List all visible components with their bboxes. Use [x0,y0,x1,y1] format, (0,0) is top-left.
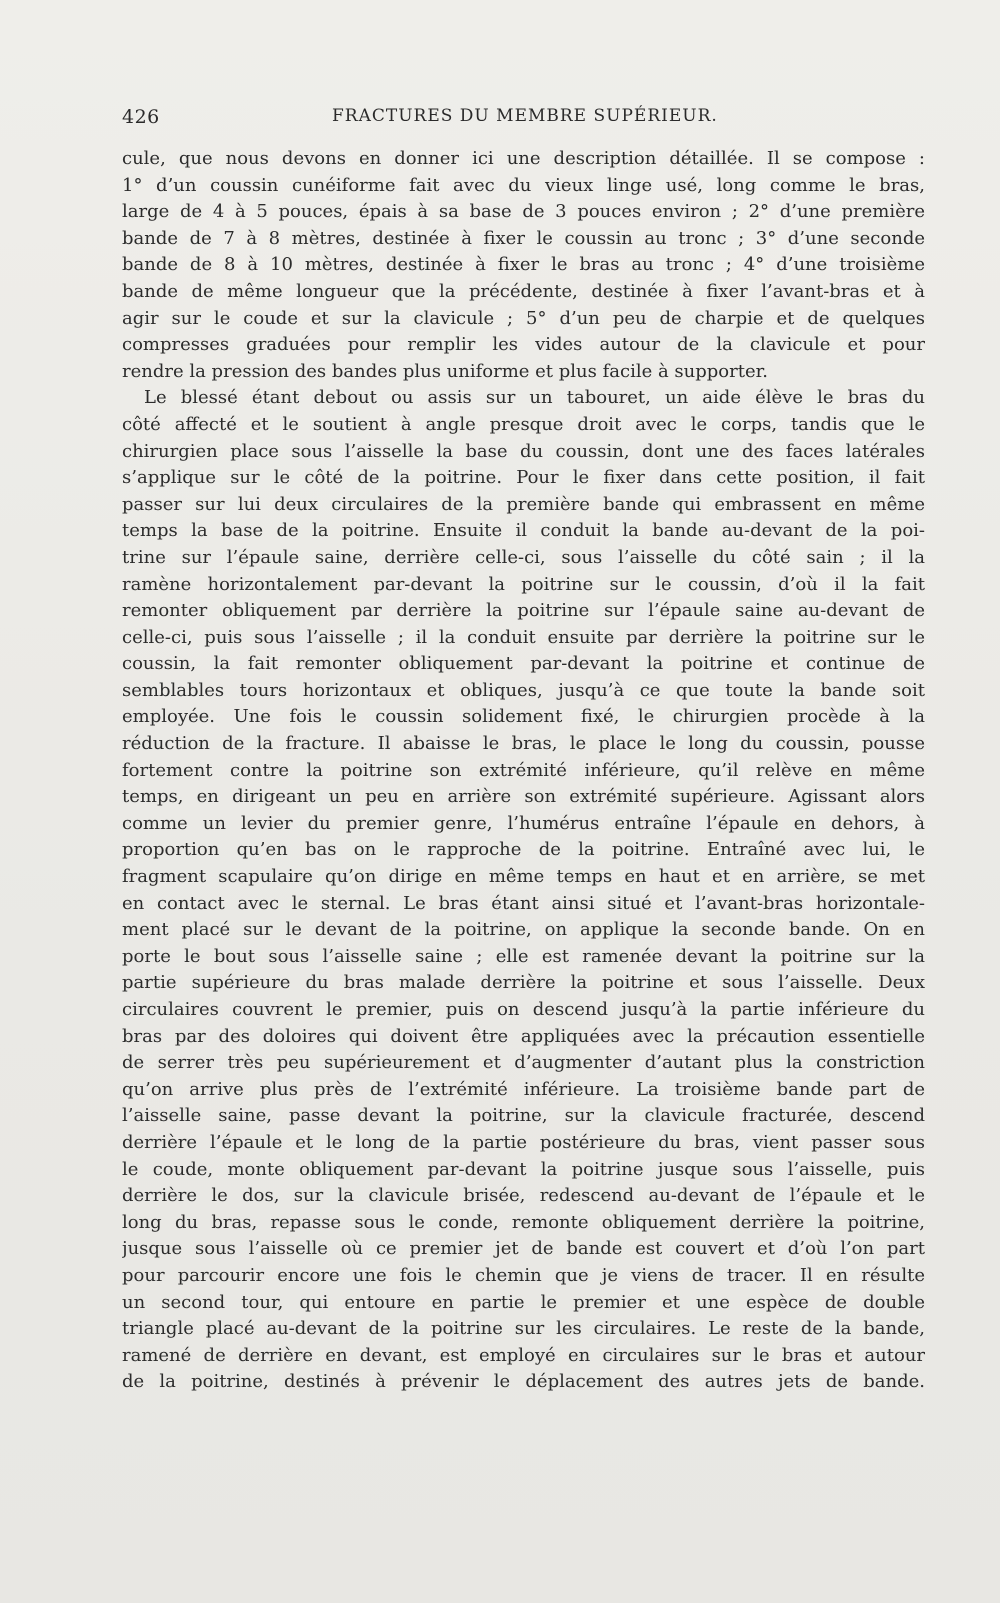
text-line: de serrer très peu supérieurement et d’augmenter d’autant plus la constriction [122,1052,925,1074]
text-line: trine sur l’épaule saine, derrière celle-ci, sous l’aisselle du côté sain ; il la [122,546,925,568]
text-line: pour parcourir encore une fois le chemin que je viens de tracer. Il en résulte [122,1264,925,1286]
text-line: côté affecté et le soutient à angle presque droit avec le corps, tandis que le [122,413,925,435]
text-line: fragment scapulaire qu’on dirige en même temps en haut et en arrière, se met [122,866,925,888]
text-line: derrière l’épaule et le long de la partie postérieure du bras, vient passer sous [122,1131,925,1153]
text-line: bande de même longueur que la précédente, destinée à fixer l’avant-bras et à [122,280,925,302]
text-line: 1° d’un coussin cunéiforme fait avec du vieux linge usé, long comme le bras, [122,174,925,196]
running-head: FRACTURES DU MEMBRE SUPÉRIEUR. [332,106,718,126]
text-line: coussin, la fait remonter obliquement par-devant la poitrine et continue de [122,653,925,675]
text-line: ramène horizontalement par-devant la poitrine sur le coussin, d’où il la fait [122,573,925,595]
text-line: proportion qu’en bas on le rapproche de la poitrine. Entraîné avec lui, le [122,839,925,861]
text-line: compresses graduées pour remplir les vides autour de la clavicule et pour [122,334,925,356]
text-line: derrière le dos, sur la clavicule brisée, redescend au-devant de l’épaule et le [122,1185,925,1207]
text-line: jusque sous l’aisselle où ce premier jet de bande est couvert et d’où l’on part [122,1238,925,1260]
text-line: agir sur le coude et sur la clavicule ; 5° d’un peu de charpie et de quelques [122,307,925,329]
text-line: fortement contre la poitrine son extrémité inférieure, qu’il relève en même [122,759,925,781]
text-line: remonter obliquement par derrière la poitrine sur l’épaule saine au-devant de [122,600,925,622]
text-line: porte le bout sous l’aisselle saine ; elle est ramenée devant la poitrine sur la [122,945,925,967]
text-line: bras par des doloires qui doivent être appliquées avec la précaution essentielle [122,1025,925,1047]
text-line: temps, en dirigeant un peu en arrière son extrémité supérieure. Agissant alors [122,786,925,808]
text-line: l’aisselle saine, passe devant la poitrine, sur la clavicule fracturée, descend [122,1105,925,1127]
text-line: qu’on arrive plus près de l’extrémité inférieure. La troisième bande part de [122,1078,925,1100]
text-line: partie supérieure du bras malade derrière la poitrine et sous l’aisselle. Deux [122,972,925,994]
text-line: comme un levier du premier genre, l’humérus entraîne l’épaule en dehors, à [122,812,925,834]
text-line: temps la base de la poitrine. Ensuite il conduit la bande au-devant de la poi- [122,520,925,542]
text-line: employée. Une fois le coussin solidement fixé, le chirurgien procède à la [122,706,925,728]
text-line: chirurgien place sous l’aisselle la base du coussin, dont une des faces latérales [122,440,925,462]
page-number: 426 [122,106,160,128]
text-line: un second tour, qui entoure en partie le premier et une espèce de double [122,1291,925,1313]
page-header [122,106,924,136]
body-text [122,146,925,1396]
text-line: le coude, monte obliquement par-devant la poitrine jusque sous l’aisselle, puis [122,1158,925,1180]
text-line: circulaires couvrent le premier, puis on descend jusqu’à la partie inférieure du [122,999,925,1020]
text-line: ment placé sur le devant de la poitrine, on applique la seconde bande. On en [122,919,925,941]
text-line: bande de 8 à 10 mètres, destinée à fixer le bras au tronc ; 4° d’une troisième [122,254,925,276]
text-line: réduction de la fracture. Il abaisse le bras, le place le long du coussin, pousse [122,733,925,755]
text-line: en contact avec le sternal. Le bras étant ainsi situé et l’avant-bras horizontale- [122,892,925,914]
text-line: ramené de derrière en devant, est employé en circulaires sur le bras et autour [122,1344,925,1366]
text-line: triangle placé au-devant de la poitrine sur les circulaires. Le reste de la bande, [122,1318,925,1340]
text-line: bande de 7 à 8 mètres, destinée à fixer le coussin au tronc ; 3° d’une seconde [122,227,925,249]
text-line: rendre la pression des bandes plus uniforme et plus facile à supporter. [122,360,768,382]
text-line: long du bras, repasse sous le conde, remonte obliquement derrière la poitrine, [122,1211,925,1233]
text-line: semblables tours horizontaux et obliques, jusqu’à ce que toute la bande soit [122,679,925,701]
text-line: cule, que nous devons en donner ici une description détaillée. Il se compose : [122,148,925,169]
text-line: Le blessé étant debout ou assis sur un tabouret, un aide élève le bras du [144,387,925,409]
text-line: s’applique sur le côté de la poitrine. Pour le fixer dans cette position, il fait [122,467,925,489]
text-line: celle-ci, puis sous l’aisselle ; il la conduit ensuite par derrière la poitrine sur le [122,626,925,648]
text-line: passer sur lui deux circulaires de la première bande qui embrassent en même [122,493,925,515]
text-line: de la poitrine, destinés à prévenir le déplacement des autres jets de bande. [122,1371,925,1393]
text-line: large de 4 à 5 pouces, épais à sa base de 3 pouces environ ; 2° d’une première [122,201,925,223]
